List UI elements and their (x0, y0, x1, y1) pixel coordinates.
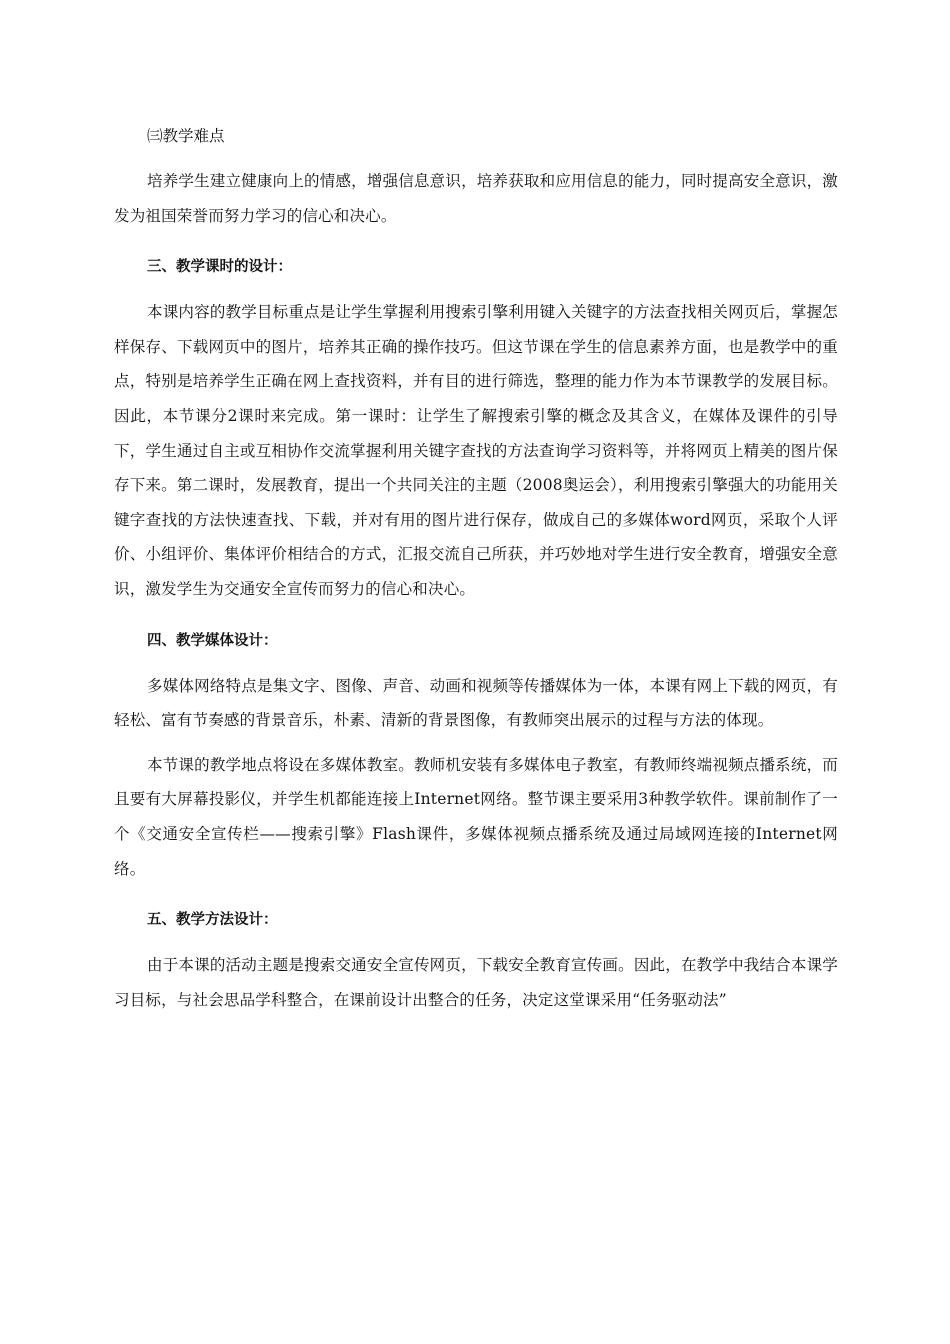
section-heading-media-design: 四、教学媒体设计： (147, 632, 278, 649)
document-page (114, 118, 838, 1017)
paragraph-method-design: 由于本课的活动主题是搜索交通安全宣传网页，下载安全教育宣传画。因此，在教学中我结合本课学习目标，与社会思品学科整合，在课前设计出整合的任务，决定这堂课采用“任务驱动法” (114, 956, 838, 1009)
section-heading-method-design: 五、教学方法设计： (147, 912, 278, 929)
paragraph-media-design-2: 本节课的教学地点将设在多媒体教室。教师机安装有多媒体电子教室，有教师终端视频点播系统，而且要有大屏幕投影仪，并学生机都能连接上Internet网络。整节课主要采用3种教学软件。课前制作了一个《交通安全宣传栏——搜索引擎》Flash课件，多媒体视频点播系统及通过局域网连接的Internet网络。 (114, 755, 838, 878)
paragraph-media-design-1: 多媒体网络特点是集文字、图像、声音、动画和视频等传播媒体为一体，本课有网上下载的网页，有轻松、富有节奏感的背景音乐，朴素、清新的背景图像，有教师突出展示的过程与方法的体现。 (114, 676, 838, 730)
section-heading-lesson-design: 三、教学课时的设计： (147, 259, 292, 276)
paragraph-lesson-design: 本课内容的教学目标重点是让学生掌握利用搜索引擎利用键入关键字的方法查找相关网页后，掌握怎样保存、下载网页中的图片，培养其正确的操作技巧。但这节课在学生的信息素养方面，也是教学中的重点，特别是培养学生正确在网上查找资料，并有目的进行筛选，整理的能力作为本节课教学的发展目标。因此，本节课分2课时来完成。第一课时：让学生了解搜索引擎的概念及其含义，在媒体及课件的引导下，学生通过自主或互相协作交流掌握利用关键字查找的方法查询学习资料等，并将网页上精美的图片保存下来。第二课时，发展教育，提出一个共同关注的主题（2008奥运会），利用搜索引擎强大的功能用关键字查找的方法快速查找、下载，并对有用的图片进行保存，做成自己的多媒体word网页，采取个人评价、小组评价、集体评价相结合的方式，汇报交流自己所获，并巧妙地对学生进行安全教育，增强安全意识，激发学生为交通安全宣传而努力的信心和决心。 (114, 303, 838, 598)
section-heading-teaching-difficulty: ㈢教学难点 (147, 127, 225, 145)
paragraph-teaching-difficulty: 培养学生建立健康向上的情感，增强信息意识，培养获取和应用信息的能力，同时提高安全意识，激发为祖国荣誉而努力学习的信心和决心。 (114, 172, 838, 225)
